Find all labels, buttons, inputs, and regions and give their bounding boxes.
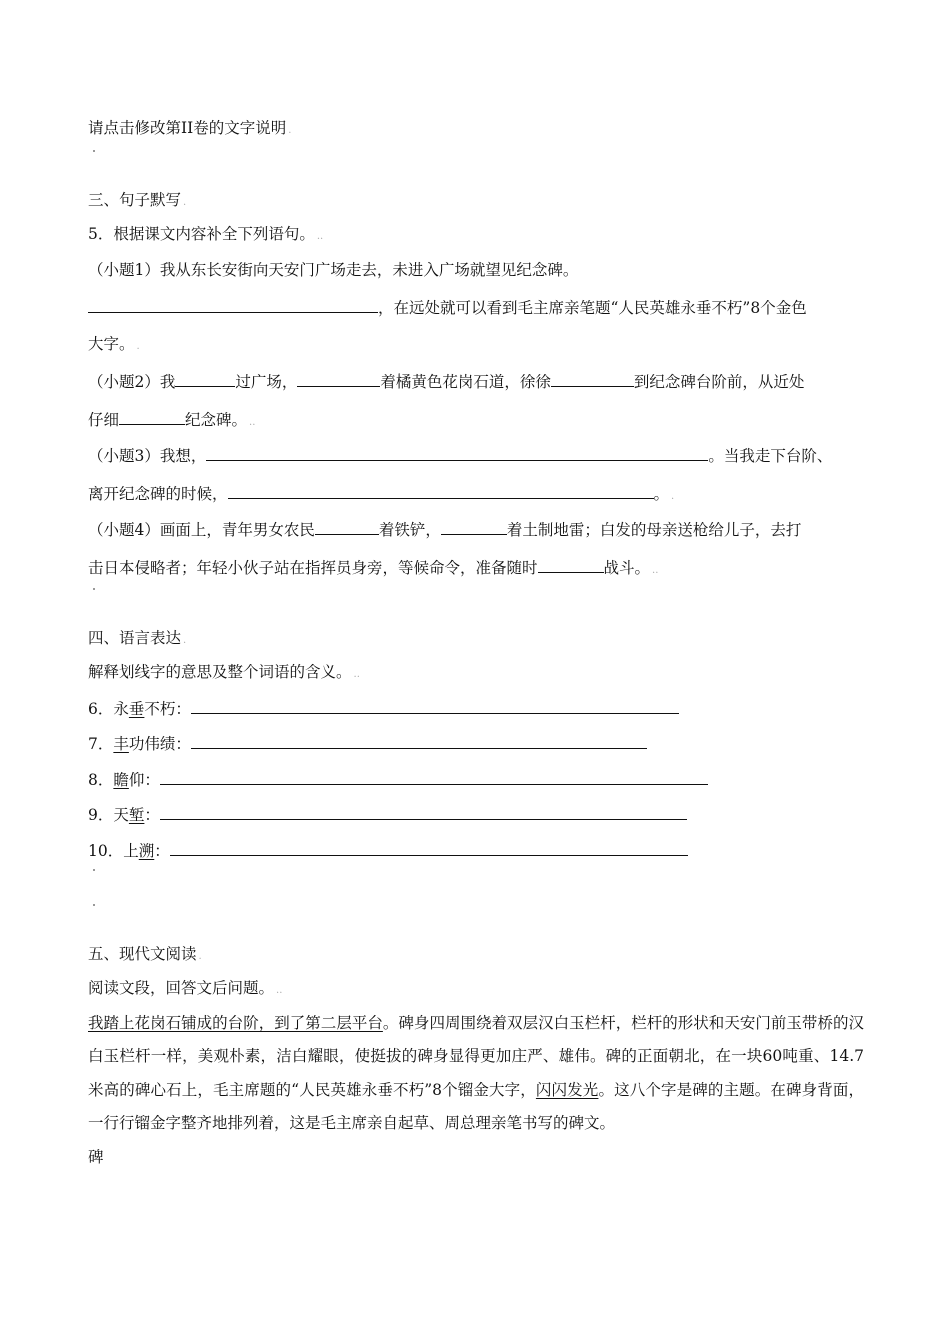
subq-4-line-1: （小题4）画面上，青年男女农民 着铁铲， 着土制地雷；白发的母亲送枪给儿子，去打: [88, 518, 801, 540]
underlined-sentence: 我踏上花岗石铺成的台阶，到了第二层平台: [88, 1014, 383, 1032]
answer-blank[interactable]: [119, 408, 185, 425]
answer-blank[interactable]: [191, 697, 679, 714]
answer-blank[interactable]: [538, 556, 604, 573]
section-4-intro: 解释划线字的意思及整个词语的含义。 ..: [88, 663, 360, 681]
paragraph-mark: [93, 904, 95, 906]
section-3-title: 三、句子默写 .: [88, 191, 187, 209]
answer-blank[interactable]: [441, 518, 507, 535]
answer-blank[interactable]: [191, 732, 647, 749]
underlined-phrase: 闪闪发光: [535, 1080, 599, 1099]
question-7: 7．丰功伟绩：: [88, 732, 647, 754]
answer-blank[interactable]: [228, 482, 654, 499]
instruction-text: 请点击修改第II卷的文字说明 .: [88, 119, 292, 137]
subq-4-line-2: 击日本侵略者；年轻小伙子站在指挥员身旁，等候命令，准备随时 战斗。 ..: [88, 556, 658, 581]
question-9: 9．天堑：: [88, 803, 687, 825]
reading-passage: 我踏上花岗石铺成的台阶，到了第二层平台。碑身四周围绕着双层汉白玉栏杆，栏杆的形状和天安门前玉带桥的汉白玉栏杆一样，美观朴素，洁白耀眼，使挺拔的碑身显得更加庄严、雄伟。碑的正面朝北，在一块60吨重、14.7米高的碑心石上，毛主席题的“人民英雄永垂不朽”8个镏金大字，闪闪发光。这八个字是碑的主题。在碑身背面，一行行镏金字整齐地排列着，这是毛主席亲自起草、周总理亲笔书写的碑文。 碑: [88, 1014, 864, 1166]
section-4-title: 四、语言表达 .: [88, 629, 187, 647]
answer-blank[interactable]: [160, 768, 708, 785]
subq-3-line-1: （小题3）我想， 。当我走下台阶、: [88, 444, 832, 466]
paragraph-mark: [93, 869, 95, 871]
answer-blank[interactable]: [551, 370, 634, 387]
answer-blank[interactable]: [315, 518, 379, 535]
answer-blank[interactable]: [160, 803, 687, 820]
paragraph-mark: [93, 588, 95, 590]
subq-2-line-2: 仔细 纪念碑。 ..: [88, 408, 255, 433]
paragraph-mark: [93, 150, 95, 152]
subq-1-line-2: ，在远处就可以看到毛主席亲笔题“人民英雄永垂不朽”8个金色: [88, 296, 807, 318]
answer-blank[interactable]: [297, 370, 380, 387]
question-10: 10．上溯：: [88, 839, 688, 861]
answer-blank[interactable]: [88, 296, 378, 313]
answer-blank[interactable]: [170, 839, 688, 856]
subq-1-line-1: （小题1）我从东长安街向天安门广场走去，未进入广场就望见纪念碑。: [88, 261, 579, 279]
answer-blank[interactable]: [206, 444, 708, 461]
section-5-intro: 阅读文段，回答文后问题。 ..: [88, 979, 283, 997]
question-8: 8．瞻仰：: [88, 768, 708, 790]
subq-2-line-1: （小题2）我 过广场， 着橘黄色花岗石道，徐徐 到纪念碑台阶前，从近处: [88, 370, 804, 392]
section-5-title: 五、现代文阅读 .: [88, 945, 202, 963]
question-5: 5．根据课文内容补全下列语句。 ..: [88, 225, 324, 243]
subq-3-line-2: 离开纪念碑的时候， 。 .: [88, 482, 674, 507]
answer-blank[interactable]: [175, 370, 235, 387]
subq-1-line-3: 大字。 .: [88, 335, 140, 353]
question-6: 6．永垂不朽：: [88, 697, 679, 719]
